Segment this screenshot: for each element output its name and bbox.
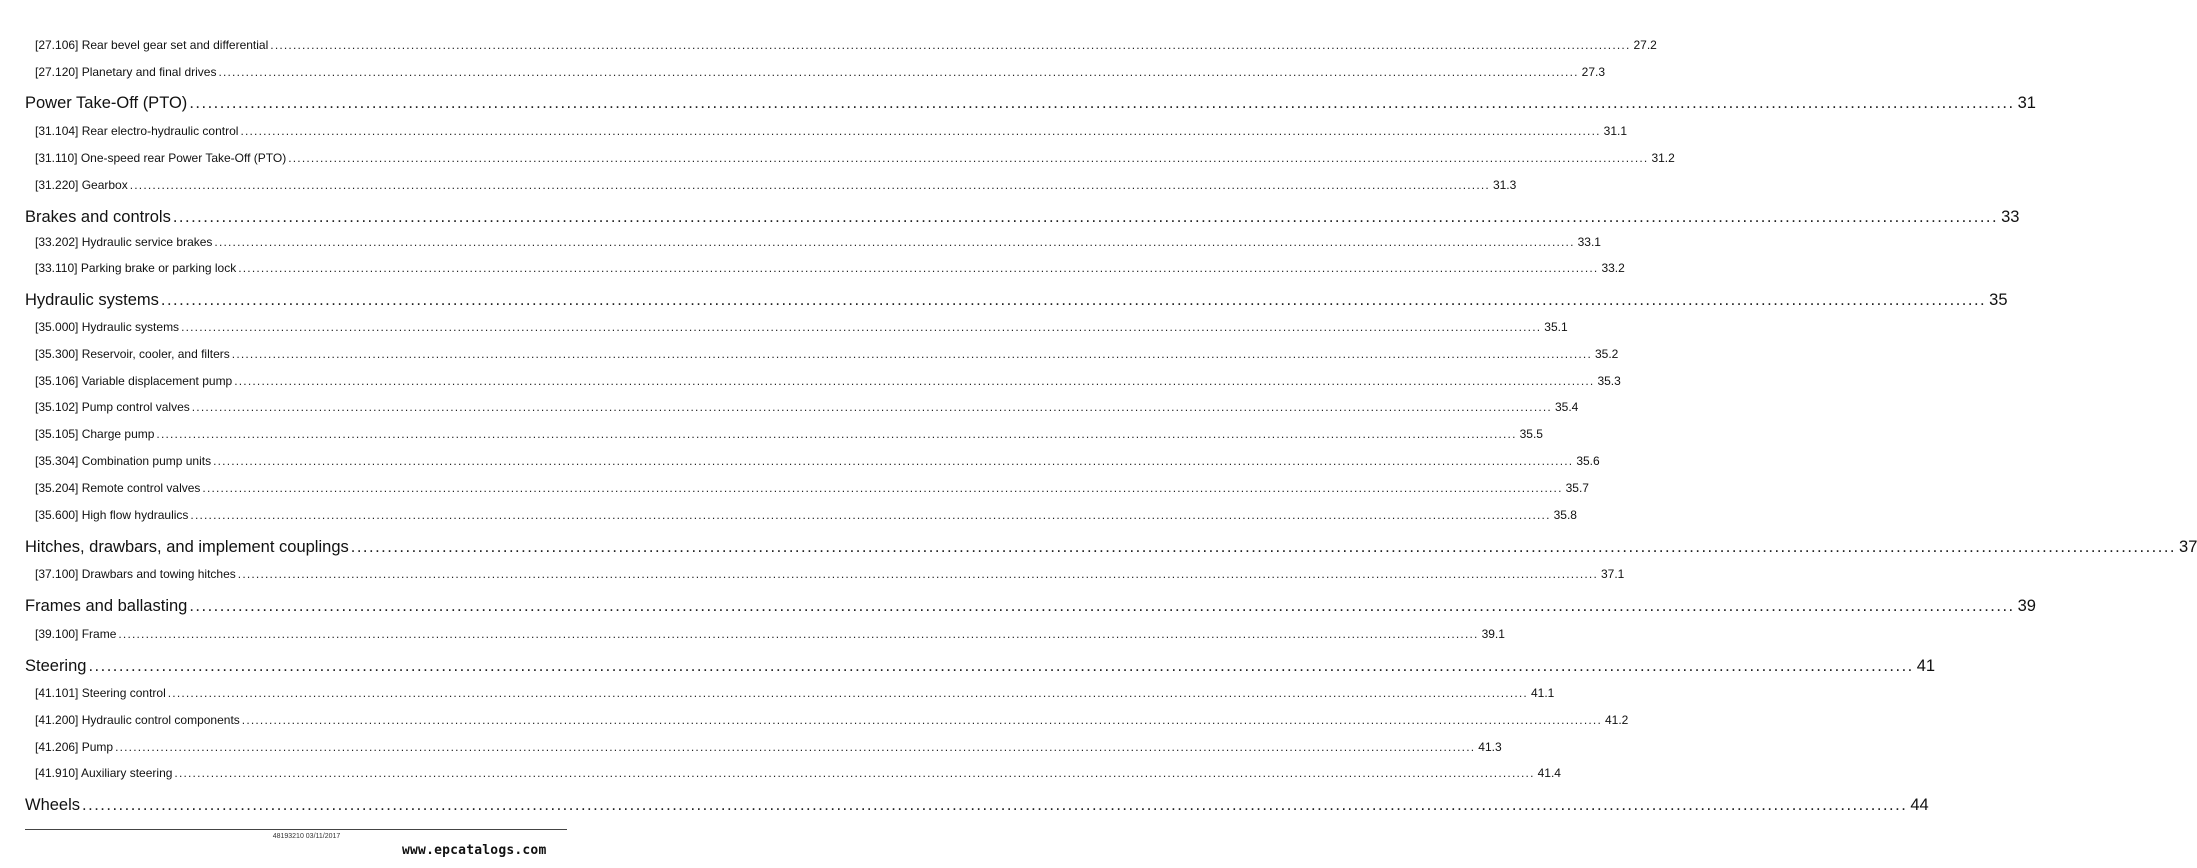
toc-entry-page: 27.3 (1581, 65, 1606, 79)
toc-subsection-entry[interactable] (35, 261, 1625, 275)
toc-entry-title: [31.220] Gearbox (35, 178, 128, 192)
toc-subsection-entry[interactable] (35, 740, 1502, 754)
toc-entry-title: [33.110] Parking brake or parking lock (35, 261, 237, 275)
toc-entry-title: [35.106] Variable displacement pump (35, 374, 233, 388)
toc-subsection-entry[interactable] (35, 151, 1675, 165)
toc-entry-page: 35 (1989, 291, 2008, 309)
toc-subsection-entry[interactable] (35, 235, 1601, 249)
toc-entry-title: Frames and ballasting (25, 597, 188, 615)
dot-leader: ............................................................................................................................................................................................................................................................................................................ (288, 151, 1649, 165)
toc-entry-page: 35.7 (1565, 481, 1589, 495)
footer-document-number: 48193210 03/11/2017 (272, 833, 341, 840)
toc-entry-page: 35.8 (1553, 508, 1577, 522)
toc-subsection-entry[interactable] (35, 65, 1606, 79)
toc-section-entry[interactable] (25, 208, 2020, 227)
dot-leader: ............................................................................................................................................................................................................................................................................................................ (270, 38, 1631, 52)
dot-leader: ............................................................................................................................................................................................................................................................................................................ (234, 374, 1595, 388)
toc-entry-page: 41.1 (1530, 686, 1555, 700)
toc-entry-page: 33 (2001, 208, 2020, 226)
dot-leader: ............................................................................................................................................................................................................................................................................................................ (167, 686, 1528, 700)
toc-entry-page: 35.3 (1597, 374, 1621, 388)
toc-entry-page: 41 (1916, 657, 1936, 675)
toc-entry-page: 31.1 (1603, 124, 1627, 138)
dot-leader: ............................................................................................................................................................................................................................................................................................................ (350, 538, 2177, 556)
dot-leader: ............................................................................................................................................................................................................................................................................................................ (238, 261, 1599, 275)
dot-leader: ............................................................................................................................................................................................................................................................................................................ (181, 320, 1542, 334)
watermark: www.epcatalogs.com (402, 843, 547, 858)
dot-leader: ............................................................................................................................................................................................................................................................................................................ (218, 65, 1579, 79)
table-of-contents (25, 0, 2197, 830)
toc-entry-page: 41.2 (1604, 713, 1629, 727)
toc-subsection-entry[interactable] (35, 627, 1505, 641)
toc-entry-title: Hitches, drawbars, and implement couplings (25, 538, 349, 556)
toc-entry-title: [35.000] Hydraulic systems (35, 320, 180, 334)
toc-entry-title: Power Take-Off (PTO) (25, 94, 188, 112)
toc-entry-page: 33.2 (1601, 261, 1625, 275)
toc-entry-page: 44 (1910, 796, 1929, 814)
toc-entry-page: 27.2 (1633, 38, 1657, 52)
toc-entry-page: 35.4 (1554, 400, 1579, 414)
toc-subsection-entry[interactable] (35, 766, 1561, 780)
dot-leader: ............................................................................................................................................................................................................................................................................................................ (191, 400, 1552, 414)
toc-section-entry[interactable] (25, 94, 2036, 113)
toc-entry-title: [31.104] Rear electro-hydraulic control (35, 124, 239, 138)
toc-section-entry[interactable] (25, 657, 1936, 676)
toc-entry-title: [35.300] Reservoir, cooler, and filters (35, 347, 230, 361)
dot-leader: ............................................................................................................................................................................................................................................................................................................ (172, 208, 1999, 226)
toc-entry-title: [35.204] Remote control valves (35, 481, 201, 495)
toc-subsection-entry[interactable] (35, 713, 1629, 727)
toc-entry-title: [35.105] Charge pump (35, 427, 155, 441)
dot-leader: ............................................................................................................................................................................................................................................................................................................ (88, 657, 1914, 675)
toc-subsection-entry[interactable] (35, 686, 1555, 700)
toc-subsection-entry[interactable] (35, 454, 1600, 468)
toc-entry-title: [41.200] Hydraulic control components (35, 713, 240, 727)
toc-entry-title: [41.206] Pump (35, 740, 114, 754)
dot-leader: ............................................................................................................................................................................................................................................................................................................ (189, 597, 2015, 615)
toc-section-entry[interactable] (25, 538, 2197, 557)
toc-subsection-entry[interactable] (35, 38, 1657, 52)
dot-leader: ............................................................................................................................................................................................................................................................................................................ (190, 508, 1551, 522)
toc-entry-title: [39.100] Frame (35, 627, 117, 641)
toc-entry-title: [35.600] High flow hydraulics (35, 508, 189, 522)
toc-entry-page: 33.1 (1577, 235, 1601, 249)
toc-section-entry[interactable] (25, 597, 2036, 616)
toc-subsection-entry[interactable] (35, 508, 1577, 522)
footer-rule (25, 829, 567, 830)
toc-entry-title: [37.100] Drawbars and towing hitches (35, 567, 236, 581)
dot-leader: ............................................................................................................................................................................................................................................................................................................ (156, 427, 1517, 441)
dot-leader: ............................................................................................................................................................................................................................................................................................................ (241, 713, 1602, 727)
toc-entry-title: Steering (25, 657, 87, 675)
toc-section-entry[interactable] (25, 291, 2008, 310)
toc-entry-page: 35.5 (1519, 427, 1543, 441)
toc-subsection-entry[interactable] (35, 178, 1517, 192)
toc-entry-title: [35.102] Pump control valves (35, 400, 190, 414)
toc-entry-title: Wheels (25, 796, 81, 814)
toc-subsection-entry[interactable] (35, 400, 1579, 414)
toc-subsection-entry[interactable] (35, 374, 1621, 388)
dot-leader: ............................................................................................................................................................................................................................................................................................................ (237, 567, 1598, 581)
dot-leader: ............................................................................................................................................................................................................................................................................................................ (189, 94, 2015, 112)
toc-entry-title: [35.304] Combination pump units (35, 454, 212, 468)
dot-leader: ............................................................................................................................................................................................................................................................................................................ (213, 454, 1574, 468)
dot-leader: ............................................................................................................................................................................................................................................................................................................ (118, 627, 1479, 641)
toc-entry-title: Hydraulic systems (25, 291, 159, 309)
toc-entry-page: 31.3 (1492, 178, 1517, 192)
toc-entry-page: 31.2 (1651, 151, 1675, 165)
toc-subsection-entry[interactable] (35, 567, 1625, 581)
dot-leader: ............................................................................................................................................................................................................................................................................................................ (129, 178, 1490, 192)
dot-leader: ............................................................................................................................................................................................................................................................................................................ (160, 291, 1987, 309)
toc-entry-page: 31 (2017, 94, 2036, 112)
toc-entry-title: Brakes and controls (25, 208, 171, 226)
toc-entry-page: 35.6 (1576, 454, 1600, 468)
toc-section-entry[interactable] (25, 796, 1929, 815)
toc-subsection-entry[interactable] (35, 320, 1568, 334)
toc-entry-title: [27.120] Planetary and final drives (35, 65, 217, 79)
toc-entry-page: 35.2 (1594, 347, 1619, 361)
toc-entry-page: 39 (2017, 597, 2036, 615)
toc-subsection-entry[interactable] (35, 481, 1589, 495)
toc-entry-title: [41.910] Auxiliary steering (35, 766, 173, 780)
dot-leader: ............................................................................................................................................................................................................................................................................................................ (115, 740, 1476, 754)
toc-entry-page: 39.1 (1481, 627, 1505, 641)
toc-entry-title: [41.101] Steering control (35, 686, 166, 700)
toc-entry-page: 41.4 (1537, 766, 1561, 780)
dot-leader: ............................................................................................................................................................................................................................................................................................................ (82, 796, 1908, 814)
toc-subsection-entry[interactable] (35, 124, 1627, 138)
dot-leader: ............................................................................................................................................................................................................................................................................................................ (214, 235, 1575, 249)
toc-subsection-entry[interactable] (35, 347, 1619, 361)
toc-entry-title: [33.202] Hydraulic service brakes (35, 235, 213, 249)
dot-leader: ............................................................................................................................................................................................................................................................................................................ (240, 124, 1601, 138)
toc-entry-title: [31.110] One-speed rear Power Take-Off (PTO) (35, 151, 287, 165)
dot-leader: ............................................................................................................................................................................................................................................................................................................ (174, 766, 1535, 780)
toc-entry-page: 37.1 (1601, 567, 1625, 581)
dot-leader: ............................................................................................................................................................................................................................................................................................................ (202, 481, 1563, 495)
toc-entry-page: 37 (2179, 538, 2197, 556)
toc-entry-title: [27.106] Rear bevel gear set and differential (35, 38, 269, 52)
toc-subsection-entry[interactable] (35, 427, 1543, 441)
toc-entry-page: 41.3 (1478, 740, 1502, 754)
toc-entry-page: 35.1 (1544, 320, 1568, 334)
dot-leader: ............................................................................................................................................................................................................................................................................................................ (231, 347, 1592, 361)
